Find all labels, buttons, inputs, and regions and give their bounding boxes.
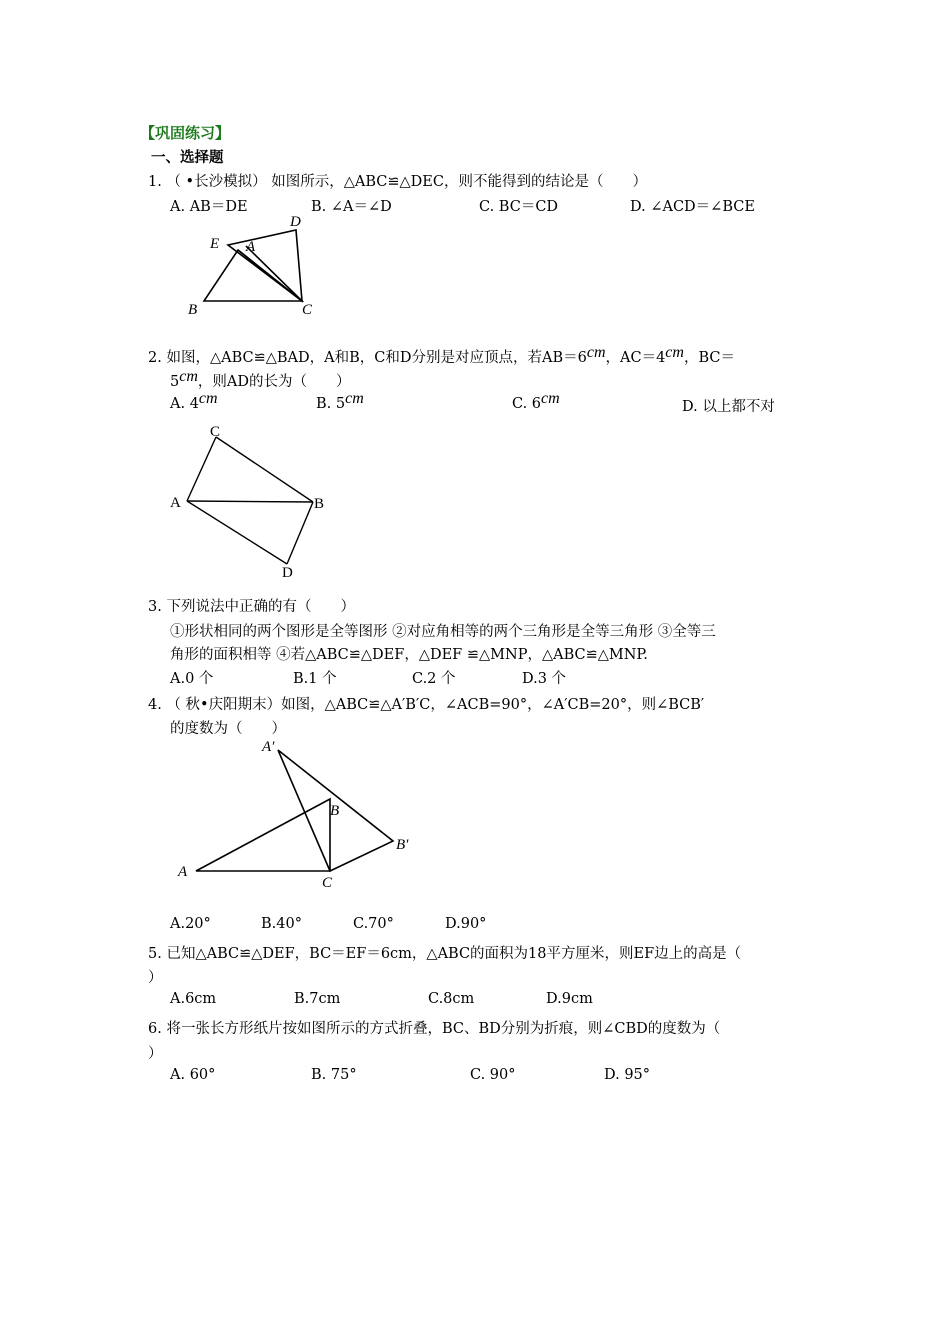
- q1-option-d: D. ∠ACD＝∠BCE: [630, 199, 755, 215]
- q2-option-d: D. 以上都不对: [682, 399, 775, 415]
- q5-line2: ）: [148, 970, 163, 986]
- q4-option-b: B.40°: [261, 916, 302, 932]
- q2-figure: [165, 420, 345, 580]
- q1-label-e: E: [210, 236, 220, 252]
- q2-label-c: C: [210, 424, 221, 440]
- q2-line2-part2: ，则AD的长为（ ）: [197, 374, 351, 390]
- q1-label-c: C: [302, 302, 313, 318]
- q1-text: 1. （ •长沙模拟） 如图所示，△ABC≌△DEC，则不能得到的结论是（ ）: [148, 174, 647, 190]
- q1-triangle-abc: [204, 250, 302, 301]
- q2-line2-part1: 5: [170, 374, 180, 390]
- q6-option-b: B. 75°: [311, 1067, 357, 1083]
- q2-line2: [170, 370, 351, 391]
- q1-option-c: C. BC＝CD: [479, 199, 559, 215]
- q3-option-b: B.1 个: [293, 671, 337, 687]
- q2-option-c: C. 6cm: [512, 390, 560, 412]
- q4-option-c: C.70°: [353, 916, 394, 932]
- q4-option-d: D.90°: [445, 916, 487, 932]
- q4-option-a: A.20°: [170, 916, 211, 932]
- q2-line1-part3: ，BC＝: [683, 350, 735, 366]
- q4-label-b1: B′: [396, 837, 409, 853]
- q1-option-a: A. AB＝DE: [170, 199, 248, 215]
- q6-option-a: A. 60°: [170, 1067, 216, 1083]
- q2-label-a: A: [170, 495, 181, 511]
- q1-label-b: B: [188, 302, 198, 318]
- q3-option-c: C.2 个: [412, 671, 456, 687]
- q5-line1: 5. 已知△ABC≌△DEF，BC＝EF＝6cm，△ABC的面积为18平方厘米，则EF边上的高是（: [148, 946, 742, 962]
- q4-label-c: C: [322, 875, 333, 891]
- q1-option-b: B. ∠A＝∠D: [311, 199, 392, 215]
- part-title: 一、选择题: [151, 150, 224, 166]
- q4-label-a: A: [178, 864, 188, 880]
- q2-option-a: A. 4cm: [170, 390, 218, 412]
- q2-unit: cm: [179, 368, 198, 385]
- q5-option-a: A.6cm: [170, 991, 217, 1007]
- q3-line1: 3. 下列说法中正确的有（ ）: [148, 599, 355, 615]
- q4-line2: 的度数为（ ）: [170, 721, 286, 737]
- q3-option-d: D.3 个: [522, 671, 567, 687]
- q1-label-d: D: [290, 214, 301, 230]
- q5-option-c: C.8cm: [428, 991, 475, 1007]
- q1-figure: [180, 208, 330, 318]
- q6-option-d: D. 95°: [604, 1067, 651, 1083]
- q3-option-a: A.0 个: [170, 671, 214, 687]
- section-title: 【巩固练习】: [140, 124, 231, 142]
- q2-label-d: D: [282, 565, 293, 580]
- q6-option-c: C. 90°: [470, 1067, 516, 1083]
- q1-label-a: A: [246, 239, 256, 255]
- q2-label-b: B: [314, 496, 325, 512]
- q2-option-b: B. 5cm: [316, 390, 364, 412]
- q4-triangle-abc: [196, 799, 330, 871]
- q2-unit: cm: [665, 344, 684, 361]
- q4-line1: 4. （ 秋•庆阳期末）如图，△ABC≌△A′B′C，∠ACB=90°，∠A′CB=20°，则∠BCB′: [148, 697, 705, 713]
- q4-figure: [170, 735, 420, 895]
- q3-line3: 角形的面积相等 ④若△ABC≌△DEF，△DEF ≌△MNP，△ABC≌△MNP.: [170, 647, 648, 663]
- q5-option-d: D.9cm: [546, 991, 593, 1007]
- q2-line1-part1: 2. 如图，△ABC≌△BAD，A和B，C和D分别是对应顶点，若AB＝6: [148, 350, 587, 366]
- q2-line1: [148, 346, 735, 367]
- q5-option-b: B.7cm: [294, 991, 341, 1007]
- q2-unit: cm: [586, 344, 606, 361]
- q3-line2: ①形状相同的两个图形是全等图形 ②对应角相等的两个三角形是全等三角形 ③全等三: [170, 624, 716, 640]
- q6-line2: ）: [148, 1046, 163, 1062]
- q4-label-b: B: [330, 803, 340, 819]
- q2-line1-part2: ，AC＝4: [605, 350, 666, 366]
- q6-line1: 6. 将一张长方形纸片按如图所示的方式折叠，BC、BD分别为折痕，则∠CBD的度数为（: [148, 1021, 721, 1037]
- q4-label-a1: A′: [262, 739, 275, 755]
